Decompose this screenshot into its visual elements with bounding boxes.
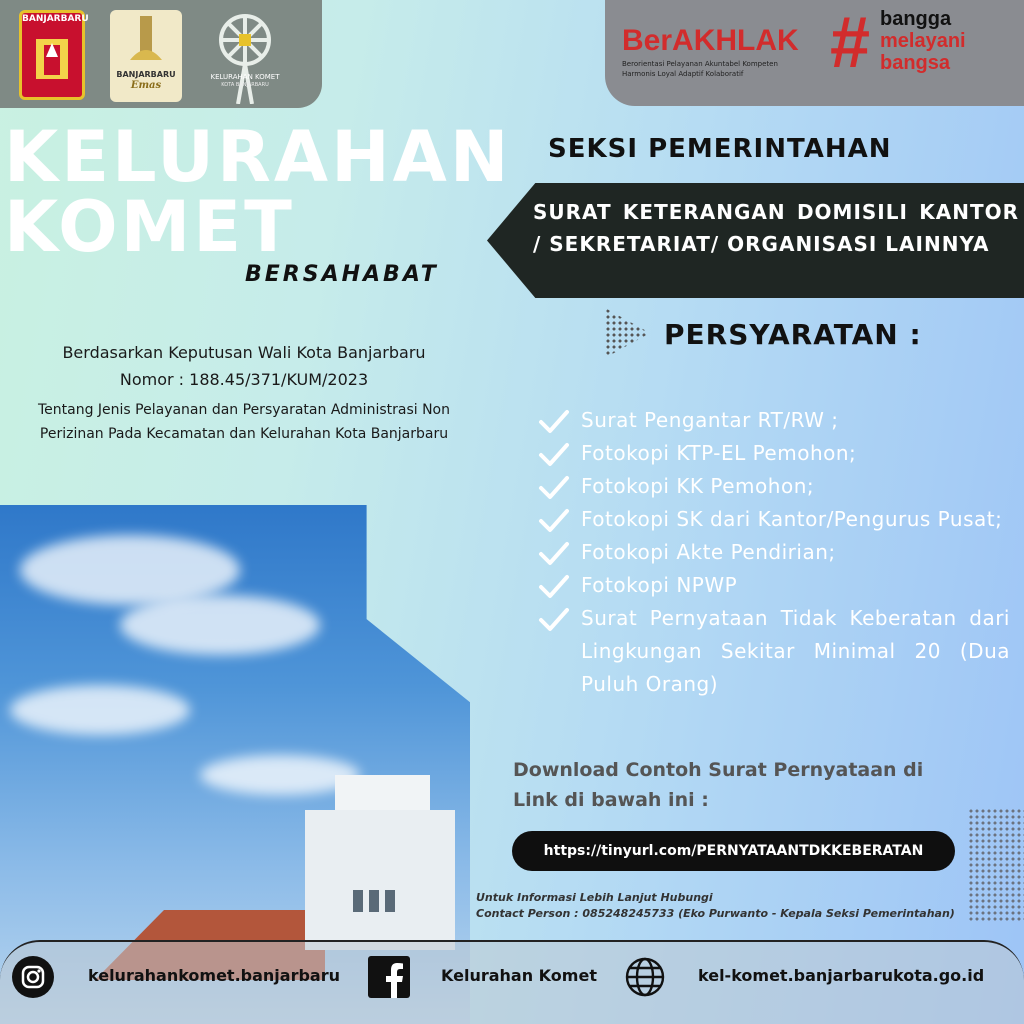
requirement-item: Surat Pengantar RT/RW ; (538, 404, 1010, 437)
decree-block (10, 340, 478, 446)
berakhlak-logo-text: BerAKHLAK (622, 24, 799, 57)
berakhlak-subtitle-1: Berorientasi Pelayanan Akuntabel Kompeten (622, 60, 778, 68)
globe-icon[interactable] (624, 956, 666, 998)
contact-person: Contact Person : 085248245733 (Eko Purwanto - Kepala Seksi Pemerintahan) (476, 907, 955, 920)
facebook-page[interactable]: Kelurahan Komet (441, 966, 597, 985)
emas-logo-label: BANJARBARU (116, 70, 176, 79)
requirement-item: Fotokopi Akte Pendirian; (538, 536, 1010, 569)
dotted-arrow-decoration (605, 308, 650, 358)
bangga-melayani-bangsa: bangga melayani bangsa (880, 8, 966, 74)
requirements-list (538, 404, 1010, 701)
requirement-item: Surat Pernyataan Tidak Keberatan dari Lingkungan Sekitar Minimal 20 (Dua Puluh Orang) (538, 602, 1010, 701)
page-title-line-2: KOMET (4, 186, 295, 268)
requirements-title: PERSYARATAN : (664, 318, 922, 351)
checkmark-icon (538, 473, 570, 501)
requirement-item: Fotokopi KK Pemohon; (538, 470, 1010, 503)
contact-info (476, 890, 955, 922)
checkmark-icon (538, 605, 570, 633)
checkmark-icon (538, 572, 570, 600)
instagram-icon[interactable] (12, 956, 54, 998)
download-instructions: Download Contoh Surat Pernyataan di Link di bawah ini : (513, 759, 924, 811)
dotted-decoration (968, 808, 1024, 923)
page-title-line-1: KELURAHAN (4, 116, 512, 198)
section-title: SEKSI PEMERINTAHAN (548, 134, 892, 164)
decree-number: Nomor : 188.45/371/KUM/2023 (119, 370, 369, 389)
banjarbaru-logo-label: BANJARBARU (22, 14, 89, 24)
emas-logo-script: Emas (130, 80, 162, 91)
checkmark-icon (538, 440, 570, 468)
checkmark-icon (538, 506, 570, 534)
requirement-item: Fotokopi SK dari Kantor/Pengurus Pusat; (538, 503, 1010, 536)
kelurahan-komet-windmill-logo (200, 10, 300, 104)
facebook-icon[interactable] (368, 956, 410, 998)
tagline: BERSAHABAT (245, 262, 439, 287)
requirement-item: Fotokopi NPWP (538, 569, 1010, 602)
berakhlak-subtitle-2: Harmonis Loyal Adaptif Kolaboratif (622, 70, 744, 78)
contact-info-line-1: Untuk Informasi Lebih Lanjut Hubungi (476, 891, 713, 904)
building (305, 810, 455, 950)
decree-line-1: Berdasarkan Keputusan Wali Kota Banjarbaru (62, 343, 426, 362)
instagram-handle[interactable]: kelurahankomet.banjarbaru (88, 966, 340, 985)
komet-logo-sub: KOTA BANJARBARU (221, 82, 269, 88)
website-url[interactable]: kel-komet.banjarbarukota.go.id (698, 966, 985, 985)
download-link[interactable]: https://tinyurl.com/PERNYATAANTDKKEBERATAN (512, 831, 955, 871)
hashtag-symbol: # (830, 3, 871, 83)
checkmark-icon (538, 407, 570, 435)
requirement-item: Fotokopi KTP-EL Pemohon; (538, 437, 1010, 470)
komet-logo-label: KELURAHAN KOMET (210, 73, 280, 81)
checkmark-icon (538, 539, 570, 567)
decree-description: Tentang Jenis Pelayanan dan Persyaratan Administrasi Non Perizinan Pada Kecamatan dan Kelurahan Kota Banjarbaru (37, 402, 450, 442)
service-name: SURAT KETERANGAN DOMISILI KANTOR / SEKRETARIAT/ ORGANISASI LAINNYA (533, 200, 1019, 256)
